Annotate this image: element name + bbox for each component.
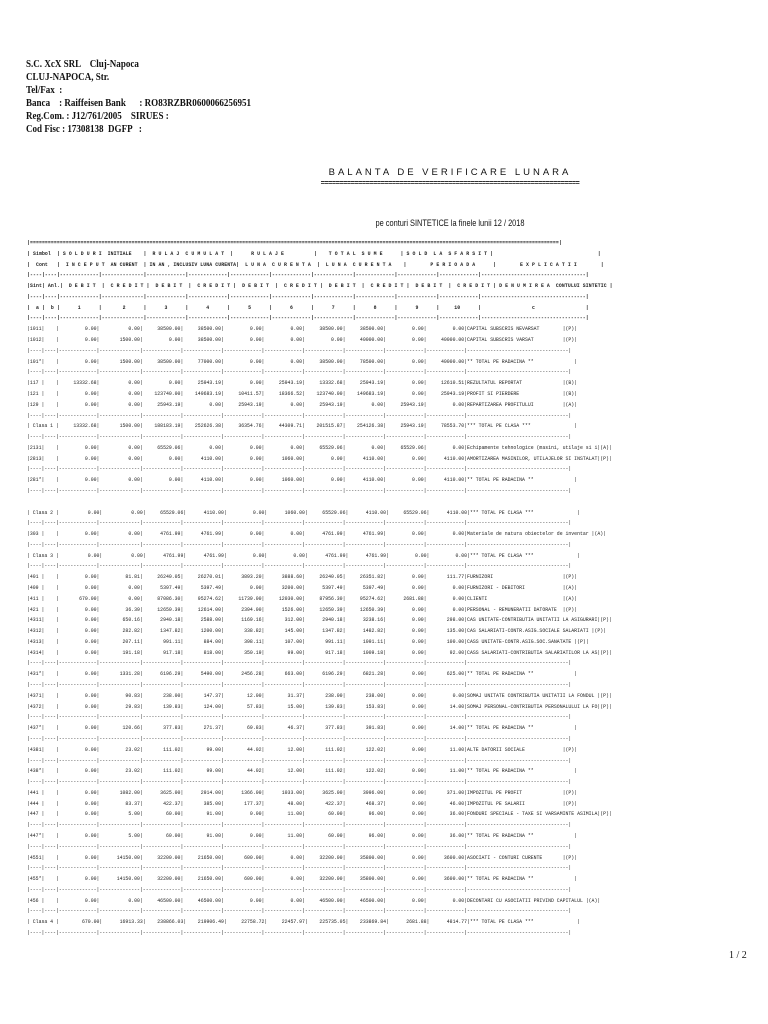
report-line: |----|----|-------------|--------------|-------------|-------------|-------------|-------------|-------------|-------------|-------------|-------------|-----------------------------------|: [27, 348, 572, 354]
company-header-line: Tel/Fax :: [26, 85, 63, 96]
report-line: |456 | | 0.00| 0.00| 46500.00| 46500.00| 0.00| 0.00| 46500.00| 46500.00| 0.00| 0.00|DECONTARI CU ASOCIATII PRIVIND CAPITALUL |(A)|: [27, 898, 601, 904]
report-header-line: | Simbol | S O L D U R I INITIALE | R U L A J C U M U L A T | R U L A J E | T O T A L S U M E | S O L D L A S F A R S I T | |: [27, 251, 601, 257]
report-title: BALANTA DE VERIFICARE LUNARA: [328, 167, 572, 178]
report-line: | Clasa 2 | 0.00| 0.00| 65529.06| 4110.00| 0.00| 1060.00| 65529.06| 4110.00| 65529.06| 4110.00|*** TOTAL PE CLASA *** |: [27, 510, 580, 516]
report-line: |447*| | 0.00| 5.00| 60.00| 91.00| 0.00| 11.00| 60.00| 96.00| 0.00| 36.00|** TOTAL PE RADACINA ** |: [27, 833, 578, 839]
report-line: |447 | | 0.00| 5.00| 60.00| 91.00| 0.00| 11.00| 60.00| 96.00| 0.00| 36.00|FONDURI SPECIALE - TAXE SI VARSAMINTE ASIMILA|(P)|: [27, 811, 612, 817]
trial-balance-table: [27, 240, 713, 935]
report-line: |421 | | 0.00| 36.39| 12650.39| 12614.00| 2394.00| 1526.00| 12650.39| 12650.39| 0.00| 0.00|PERSONAL - REMUNERATII DATORATE |(P)|: [27, 607, 578, 613]
title-underline: =====================================================================: [320, 180, 580, 188]
report-line: |2131| | 0.00| 0.00| 65529.06| 0.00| 0.00| 0.00| 65529.06| 0.00| 65529.06| 0.00|Echipamente tehnologice (masini, utilaje si i|(A)|: [27, 445, 612, 451]
report-line: |----|----|-------------|--------------|-------------|-------------|-------------|-------------|-------------|-------------|-------------|-------------|-----------------------------------|: [27, 488, 572, 494]
report-header-line: |=================================================================================================================================================================================|: [27, 240, 562, 246]
report-line: |----|----|-------------|--------------|-------------|-------------|-------------|-------------|-------------|-------------|-------------|-------------|-----------------------------------|: [27, 736, 572, 742]
report-line: |438*| | 0.00| 23.02| 111.02| 99.00| 44.02| 12.00| 111.02| 122.02| 0.00| 11.00|** TOTAL PE RADACINA ** |: [27, 768, 578, 774]
report-line: |----|----|-------------|--------------|-------------|-------------|-------------|-------------|-------------|-------------|-------------|-------------|-----------------------------------|: [27, 714, 572, 720]
report-line: |431*| | 0.00| 1331.28| 6196.29| 5490.00| 2456.28| 663.00| 6196.29| 6821.28| 0.00| 625.00|** TOTAL PE RADACINA ** |: [27, 671, 578, 677]
report-line: | Clasa 1 | 13332.68| 1500.00| 188183.19| 252626.38| 36354.76| 44309.71| 201515.87| 254126.38| 25943.19| 78553.70|*** TOTAL PE CLASA *** |: [27, 423, 578, 429]
page-number: 1 / 2: [729, 950, 747, 961]
report-line: |437*| | 0.00| 120.66| 377.83| 271.37| 69.83| 46.37| 377.83| 391.83| 0.00| 14.00|** TOTAL PE RADACINA ** |: [27, 725, 578, 731]
report-line: | Clasa 4 | 670.00| 16913.33| 238866.03| 219906.49| 22758.72| 22457.97| 225735.05| 233869.84| 2681.88| 4814.77|*** TOTAL PE CLASA *** |: [27, 919, 580, 925]
report-line: |4311| | 0.00| 650.16| 2940.18| 2588.00| 1169.16| 312.00| 2940.18| 3238.16| 0.00| 298.00|CAS UNITATE-CONTRIBUTIA UNITATII LA ASIGURARI|(P)|: [27, 617, 612, 623]
report-line: |455*| | 0.00| 14150.00| 32200.00| 21650.00| 600.00| 0.00| 32200.00| 35800.00| 0.00| 3600.00|** TOTAL PE RADACINA ** |: [27, 876, 578, 882]
report-line: |----|----|-------------|--------------|-------------|-------------|-------------|-------------|-------------|-------------|-------------|-------------|-----------------------------------|: [27, 682, 572, 688]
report-line: |2813| | 0.00| 0.00| 0.00| 4110.00| 0.00| 1060.00| 0.00| 4110.00| 0.00| 4110.00|AMORTIZAREA MASINILOR, UTILAJELOR SI INSTALAT|(P)|: [27, 456, 612, 462]
report-header-line: | a | b | 1 | 2 | 3 | 4 | 5 | 6 | 7 | 8 | 9 | 10 | c |: [27, 305, 589, 311]
report-line: |----|----|-------------|--------------|-------------|-------------|-------------|-------------|-------------|-------------|-------------|-------------|-----------------------------------|: [27, 369, 572, 375]
report-line: |281*| | 0.00| 0.00| 0.00| 4110.00| 0.00| 1060.00| 0.00| 4110.00| 0.00| 4110.00|** TOTAL PE RADACINA ** |: [27, 477, 578, 483]
report-subtitle: pe conturi SINTETICE la finele lunii 12 / 2018: [375, 218, 525, 229]
report-line: |----|----|-------------|--------------|-------------|-------------|-------------|-------------|-------------|-------------|-------------|-------------|-----------------------------------|: [27, 887, 572, 893]
report-line: |----|----|-------------|--------------|-------------|-------------|-------------|-------------|-------------|-------------|-------------|-------------|-----------------------------------|: [27, 434, 572, 440]
company-header-line: Cod Fisc : 17308138 DGFP :: [26, 124, 142, 135]
report-line: |4312| | 0.00| 282.82| 1347.82| 1200.00| 338.82| 145.00| 1347.82| 1482.82| 0.00| 135.00|CAS SALARIATI-CONTR.ASIG.SOCIALE SALARIATI |(P)|: [27, 628, 607, 634]
report-line: |1011| | 0.00| 0.00| 38500.00| 38500.00| 0.00| 0.00| 38500.00| 38500.00| 0.00| 0.00|CAPITAL SUBSCRIS NEVARSAT |(P)|: [27, 326, 578, 332]
report-line: |409 | | 0.00| 0.00| 5397.49| 5397.49| 0.00| 3200.00| 5397.49| 5397.49| 0.00| 0.00|FURNIZORI - DEBITORI |(A)|: [27, 585, 578, 591]
report-line: |----|----|-------------|--------------|-------------|-------------|-------------|-------------|-------------|-------------|-------------|-------------|-----------------------------------|: [27, 779, 572, 785]
company-header-line: CLUJ-NAPOCA, Str.: [26, 72, 110, 83]
report-line: | Clasa 3 | 0.00| 0.00| 4761.99| 4761.99| 0.00| 0.00| 4761.99| 4761.99| 0.00| 0.00|*** TOTAL PE CLASA *** |: [27, 553, 580, 559]
report-line: |441 | | 0.00| 1082.00| 3625.00| 2914.00| 1366.00| 1033.00| 3625.00| 3996.00| 0.00| 371.00|IMPOZITUL PE PROFIT |(P)|: [27, 790, 578, 796]
report-line: |117 | | 13332.68| 0.00| 0.00| 25943.19| 0.00| 25943.19| 13332.68| 25943.19| 0.00| 12610.51|REZULTATUL REPORTAT |(B)|: [27, 380, 578, 386]
report-line: [27, 499, 665, 505]
report-header-line: | Cont | I N C E P U T AN CURENT | IN AN , INCLUSIV LUNA CURENTA| L U N A C U R E N T A | L U N A C U R E N T A | P E R I O A D A | E X P L I C A T I I |: [27, 262, 604, 268]
report-line: |4314| | 0.00| 191.18| 917.18| 818.00| 350.19| 99.00| 917.18| 1009.18| 0.00| 92.00|CASS SALARIATI-CONTRIBUTIA SALARIATILOR LA AS|(P)|: [27, 650, 612, 656]
company-header-line: Reg.Com. : J12/761/2005 SIRUES :: [26, 111, 169, 122]
report-line: |----|----|-------------|--------------|-------------|-------------|-------------|-------------|-------------|-------------|-------------|-------------|-----------------------------------|: [27, 758, 572, 764]
report-line: |303 | | 0.00| 0.00| 4761.99| 4761.99| 0.00| 0.00| 4761.99| 4761.99| 0.00| 0.00|Materiale de natura obiectelor de inventar |(A)|: [27, 531, 607, 537]
report-header-line: |----|----|-------------|--------------|-------------|-------------|-------------|-------------|-------------|-------------|-------------|-------------|-----------------------------------|: [27, 272, 589, 278]
report-line: |----|----|-------------|--------------|-------------|-------------|-------------|-------------|-------------|-------------|-------------|-------------|-----------------------------------|: [27, 563, 572, 569]
report-header-line: |----|----|-------------|--------------|-------------|-------------|-------------|-------------|-------------|-------------|-------------|-------------|-----------------------------------|: [27, 294, 589, 300]
report-line: |411 | | 670.00| 0.00| 87086.30| 95274.62| 11739.00| 12030.00| 87956.30| 95274.62| 2681.88| 0.00|CLIENTI |(A)|: [27, 596, 578, 602]
report-line: |----|----|-------------|--------------|-------------|-------------|-------------|-------------|-------------|-------------|-------------|-------------|-----------------------------------|: [27, 542, 572, 548]
report-line: |4371| | 0.00| 90.83| 238.00| 147.37| 12.00| 31.37| 238.00| 238.00| 0.00| 0.00|SOMAJ UNITATE CONTRIBUTIA UNITATII LA FONDUL |(P)|: [27, 693, 612, 699]
report-line: |----|----|-------------|--------------|-------------|-------------|-------------|-------------|-------------|-------------|-------------|-------------|-----------------------------------|: [27, 466, 572, 472]
report-line: |----|----|-------------|--------------|-------------|-------------|-------------|-------------|-------------|-------------|-------------|-------------|-----------------------------------|: [27, 844, 572, 850]
report-line: |----|----|-------------|--------------|-------------|-------------|-------------|-------------|-------------|-------------|-------------|-------------|-----------------------------------|: [27, 930, 572, 936]
report-line: |129 | | 0.00| 0.00| 25943.19| 0.00| 25943.19| 0.00| 25943.19| 0.00| 25943.19| 0.00|REPARTIZAREA PROFITULUI |(A)|: [27, 402, 578, 408]
report-line: |401 | | 0.00| 81.81| 26240.05| 26270.01| 3893.20| 3888.60| 26240.05| 26351.82| 0.00| 111.77|FURNIZORI |(P)|: [27, 574, 578, 580]
report-line: |4381| | 0.00| 23.02| 111.02| 99.00| 44.02| 12.00| 111.02| 122.02| 0.00| 11.00|ALTE DATORII SOCIALE |(P)|: [27, 747, 578, 753]
report-line: |121 | | 0.00| 0.00| 123740.00| 149683.19| 10411.57| 18366.52| 123740.00| 149683.19| 0.00| 25943.19|PROFIT SI PIERDERE |(B)|: [27, 391, 578, 397]
report-line: |----|----|-------------|--------------|-------------|-------------|-------------|-------------|-------------|-------------|-------------|-------------|-----------------------------------|: [27, 520, 572, 526]
report-line: |----|----|-------------|--------------|-------------|-------------|-------------|-------------|-------------|-------------|-------------|-------------|-----------------------------------|: [27, 660, 572, 666]
company-header-line: S.C. XcX SRL Cluj-Napoca: [26, 59, 139, 70]
report-line: |----|----|-------------|--------------|-------------|-------------|-------------|-------------|-------------|-------------|-------------|-------------|-----------------------------------|: [27, 908, 572, 914]
report-line: |444 | | 0.00| 83.37| 422.37| 385.00| 177.37| 48.00| 422.37| 468.37| 0.00| 46.00|IMPOZITUL PE SALARII |(P)|: [27, 801, 578, 807]
report-line: |1012| | 0.00| 1500.00| 0.00| 38500.00| 0.00| 0.00| 0.00| 40000.00| 0.00| 40000.00|CAPITAL SUBSCRIS VARSAT |(P)|: [27, 337, 578, 343]
company-header: [26, 58, 251, 136]
report-header-line: |Sint| Anl.| D E B I T | C R E D I T | D E B I T | C R E D I T | D E B I T | C R E D I T | D E B I T | C R E D I T | D E B I T | C R E D I T | D E N U M I R E A CONTULUI SINTETIC |: [27, 283, 613, 289]
report-line: |4372| | 0.00| 29.83| 139.83| 124.00| 57.83| 15.00| 139.83| 153.83| 0.00| 14.00|SOMAJ PERSONAL-CONTRIBUTIA PERSONALULUI LA FO|(P)|: [27, 704, 612, 710]
report-line: |----|----|-------------|--------------|-------------|-------------|-------------|-------------|-------------|-------------|-------------|-------------|-----------------------------------|: [27, 413, 572, 419]
report-line: |----|----|-------------|--------------|-------------|-------------|-------------|-------------|-------------|-------------|-------------|-------------|-----------------------------------|: [27, 822, 572, 828]
report-line: |4551| | 0.00| 14150.00| 32200.00| 21650.00| 600.00| 0.00| 32200.00| 35800.00| 0.00| 3600.00|ASOCIATI - CONTURI CURENTE |(P)|: [27, 855, 578, 861]
report-line: |4313| | 0.00| 207.11| 991.11| 884.00| 398.11| 107.00| 991.11| 1091.11| 0.00| 100.00|CASS UNITATE-CONTR.ASIG.SOC.SANATATE |(P)|: [27, 639, 589, 645]
report-line: |101*| | 0.00| 1500.00| 38500.00| 77000.00| 0.00| 0.00| 38500.00| 78500.00| 0.00| 40000.00|** TOTAL PE RADACINA ** |: [27, 359, 578, 365]
report-line: |----|----|-------------|--------------|-------------|-------------|-------------|-------------|-------------|-------------|-------------|-------------|-----------------------------------|: [27, 865, 572, 871]
company-header-line: Banca : Raiffeisen Bank : RO83RZBR0600066256951: [26, 98, 252, 109]
report-header-line: |----|----|-------------|--------------|-------------|-------------|-------------|-------------|-------------|-------------|-------------|-------------|-----------------------------------|: [27, 315, 589, 321]
